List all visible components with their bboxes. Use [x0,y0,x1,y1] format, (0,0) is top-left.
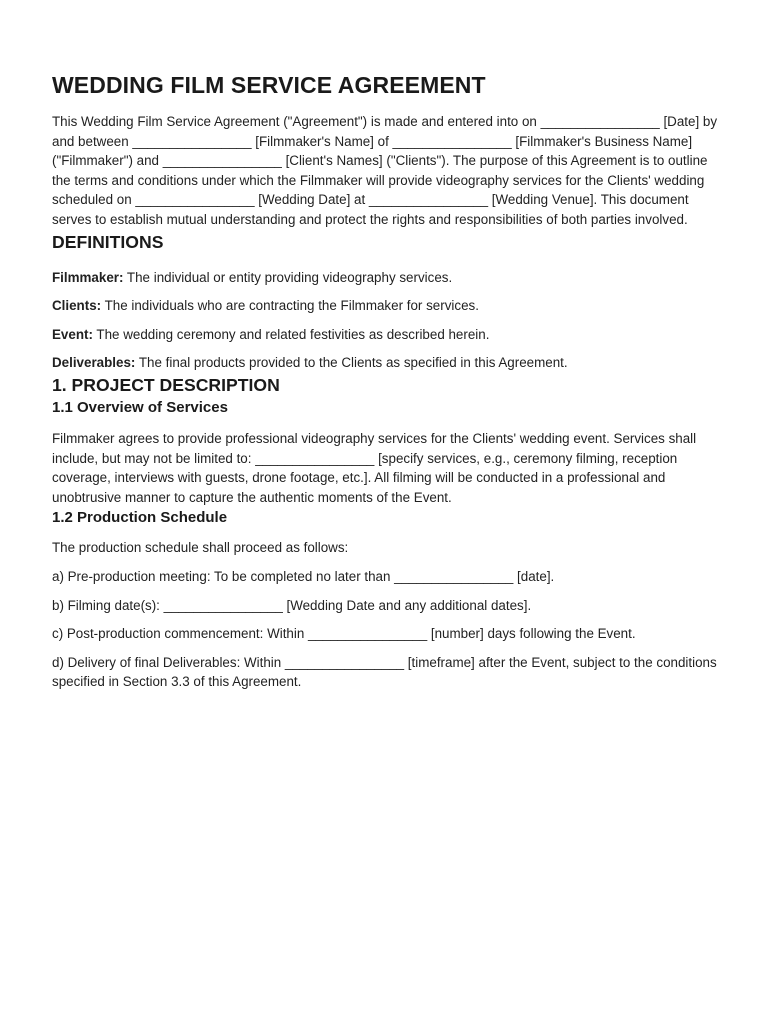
document-title: WEDDING FILM SERVICE AGREEMENT [52,72,486,98]
definitions-heading: DEFINITIONS [52,231,164,252]
definition-term: Deliverables: [52,355,136,371]
definition-term: Filmmaker: [52,269,124,285]
production-schedule-intro: The production schedule shall proceed as follows: [52,540,349,556]
definition-text: The wedding ceremony and related festivities as described herein. [92,326,490,342]
definition-item [52,296,718,316]
overview-of-services-body: Filmmaker agrees to provide professional videography services for the Clients' wedding event. Services shall include, but may not be limited to: ________________ [specify services, e.g., ceremony filming, reception coverage, interviews with guests, drone footage, etc.]. All filming will be conducted in a professional and unobtrusive manner to capture the authentic moments of the Event. [52,430,697,505]
schedule-item: d) Delivery of final Deliverables: Within ________________ [timeframe] after the Event, subject to the conditions specified in Section 3.3 of this Agreement. [52,654,717,690]
intro-paragraph: This Wedding Film Service Agreement ("Agreement") is made and entered into on ________________ [Date] by and between ________________ [Filmmaker's Name] of ________________ [Filmmaker's Business Name] ("Filmmaker") and ________________ [Client's Names] ("Clients"). The purpose of this Agreement is to outline the terms and conditions under which the Filmmaker will provide videography services for the Clients' wedding scheduled on ________________ [Wedding Date] at ________________ [Wedding Venue]. This document serves to establish mutual understanding and protect the rights and responsibilities of both parties involved. [52,114,718,227]
schedule-item: c) Post-production commencement: Within ________________ [number] days following the Event. [52,626,636,642]
definition-text: The individual or entity providing videography services. [123,269,453,285]
definition-text: The individuals who are contracting the Filmmaker for services. [101,298,479,314]
definition-item [52,268,718,288]
schedule-item: b) Filming date(s): ________________ [Wedding Date and any additional dates]. [52,597,532,613]
definition-item [52,325,718,345]
definition-item [52,353,718,373]
production-schedule-heading: 1.2 Production Schedule [52,509,228,527]
definition-term: Event: [52,326,93,342]
overview-of-services-heading: 1.1 Overview of Services [52,398,228,416]
schedule-item: a) Pre-production meeting: To be completed no later than ________________ [date]. [52,568,555,584]
definition-text: The final products provided to the Clients as specified in this Agreement. [135,355,568,371]
project-description-heading: 1. PROJECT DESCRIPTION [52,374,280,395]
definition-term: Clients: [52,298,102,314]
